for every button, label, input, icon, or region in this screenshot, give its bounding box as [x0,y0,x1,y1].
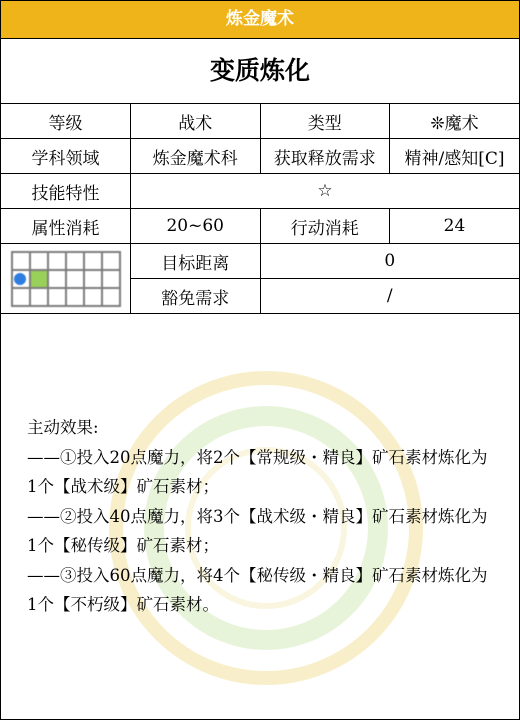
range-grid-square [85,253,101,269]
type-label: 类型 [260,104,390,139]
effect-line-1: ——①投入20点魔力，将2个【常规级・精良】矿石素材炼化为1个【战术级】矿石素材； [27,447,488,496]
level-label: 等级 [1,104,131,139]
attribute-cost-value: 20~60 [131,209,261,244]
range-grid-cell [1,244,131,314]
range-grid-square [67,253,83,269]
target-range-label: 目标距离 [131,244,261,279]
release-requirement-value: 精神/感知[C] [390,139,520,174]
range-grid-square [31,253,47,269]
release-requirement-label: 获取释放需求 [260,139,390,174]
range-grid-square [67,271,83,287]
level-value: 战术 [131,104,261,139]
attribute-cost-label: 属性消耗 [1,209,131,244]
range-grid-square [13,289,29,305]
range-grid-square [103,271,119,287]
effect-heading: 主动效果: [27,418,99,437]
range-grid-square [31,289,47,305]
immunity-label: 豁免需求 [131,279,261,314]
range-grid-square [49,271,65,287]
origin-dot-icon [14,273,26,285]
range-grid-square [13,253,29,269]
domain-label: 学科领域 [1,139,131,174]
range-grid-square [85,271,101,287]
effect-line-2: ——②投入40点魔力，将3个【战术级・精良】矿石素材炼化为1个【秘传级】矿石素材； [27,506,488,555]
effect-line-3: ——③投入60点魔力，将4个【秘传级・精良】矿石素材炼化为1个【不朽级】矿石素材。 [27,565,488,614]
range-grid [11,251,121,307]
immunity-value: / [260,279,519,314]
trait-value: ☆ [131,174,520,209]
effect-description [27,413,497,620]
category-banner: 炼金魔术 [1,1,519,39]
skill-title: 变质炼化 [1,39,519,104]
range-grid-square [103,253,119,269]
range-grid-square [85,289,101,305]
target-range-value: 0 [260,244,519,279]
range-grid-square [67,289,83,305]
range-grid-square [13,271,29,287]
trait-label: 技能特性 [1,174,131,209]
range-grid-square [49,289,65,305]
action-cost-value: 24 [390,209,520,244]
type-value: ❊魔术 [390,104,520,139]
range-grid-square [103,289,119,305]
stats-table [1,104,519,314]
domain-value: 炼金魔术科 [131,139,261,174]
action-cost-label: 行动消耗 [260,209,390,244]
range-grid-square [49,253,65,269]
range-grid-square [31,271,47,287]
